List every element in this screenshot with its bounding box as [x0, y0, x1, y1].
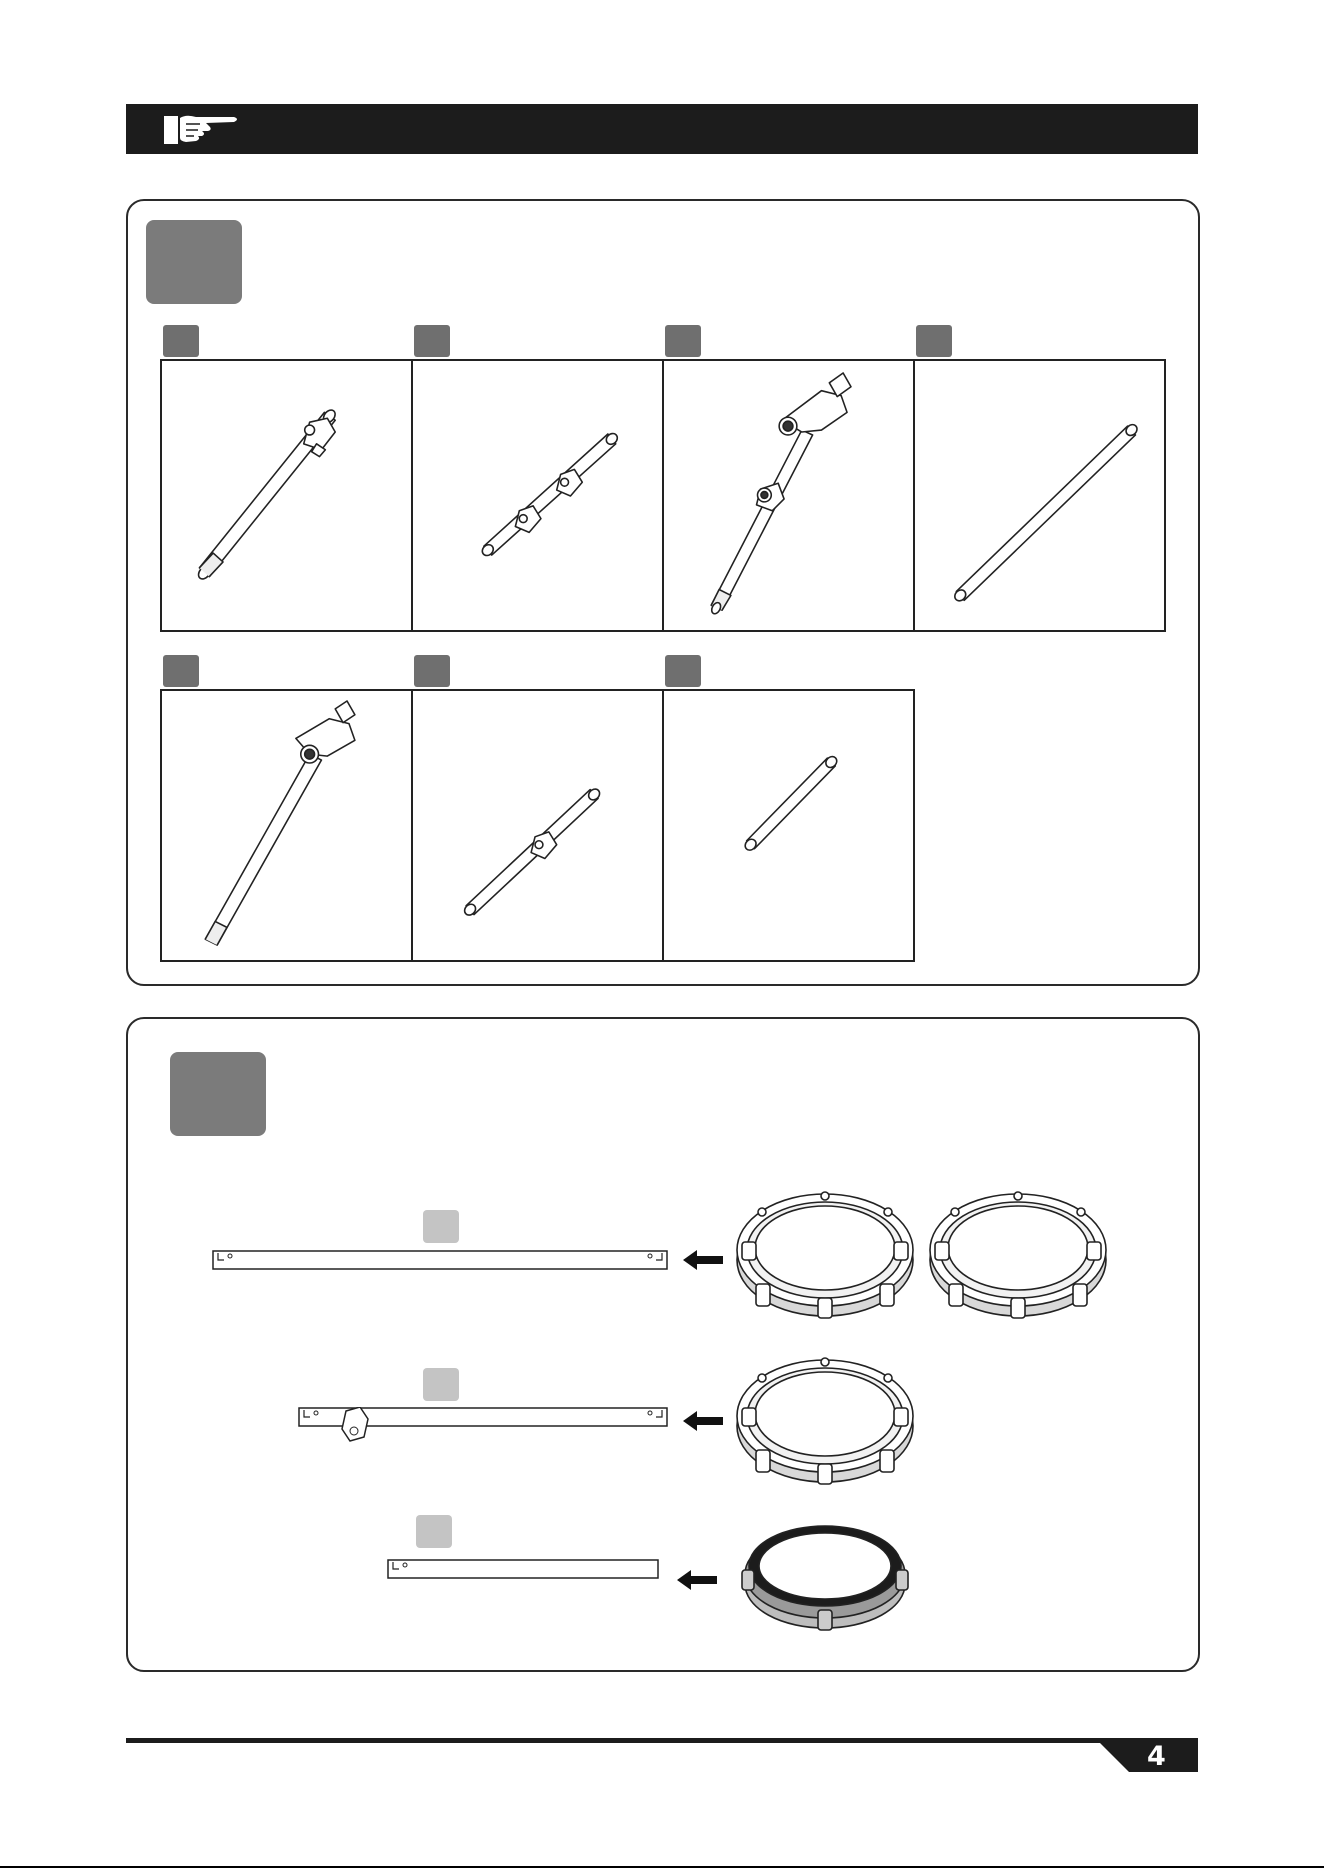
part-box [662, 689, 915, 962]
pointing-hand-icon [156, 108, 246, 150]
step-block [170, 1052, 266, 1136]
long-bar [212, 1250, 668, 1270]
arrow-left-icon [683, 1410, 723, 1432]
pole-two-clamps-icon [413, 361, 662, 630]
bottom-rule [0, 1866, 1324, 1868]
short-pole-icon [664, 691, 913, 960]
part-tag [163, 655, 199, 687]
bar-with-clamp [298, 1407, 668, 1447]
mesh-pad [732, 1354, 918, 1492]
pads-panel [126, 1017, 1200, 1672]
header-bar [126, 104, 1198, 154]
part-box [411, 359, 664, 632]
part-box [913, 359, 1166, 632]
pole-one-clamp-foot-icon [162, 361, 411, 630]
arrow-left-icon [677, 1569, 717, 1591]
part-tag [414, 655, 450, 687]
part-tag [163, 325, 199, 357]
step-block [146, 220, 242, 304]
part-box [662, 359, 915, 632]
ring-pad [740, 1518, 910, 1634]
bar-tag [416, 1515, 452, 1548]
bar-tag [423, 1368, 459, 1401]
part-box [411, 689, 664, 962]
plain-long-pole-icon [915, 361, 1164, 630]
page-number-tab [1095, 1738, 1198, 1772]
bar-tag [423, 1210, 459, 1243]
part-tag [916, 325, 952, 357]
short-bar [387, 1559, 659, 1579]
pole-clamp-arm-icon [162, 691, 411, 960]
arrow-left-icon [683, 1249, 723, 1271]
part-box [160, 359, 413, 632]
part-box [160, 689, 413, 962]
page-number: 4 [1147, 1741, 1166, 1772]
mesh-pad [732, 1188, 918, 1326]
mesh-pad [925, 1188, 1111, 1326]
pole-one-clamp-icon [413, 691, 662, 960]
part-tag [414, 325, 450, 357]
footer-line [126, 1738, 1198, 1743]
pole-two-clamps-arm-icon [664, 361, 913, 630]
part-tag [665, 325, 701, 357]
part-tag [665, 655, 701, 687]
